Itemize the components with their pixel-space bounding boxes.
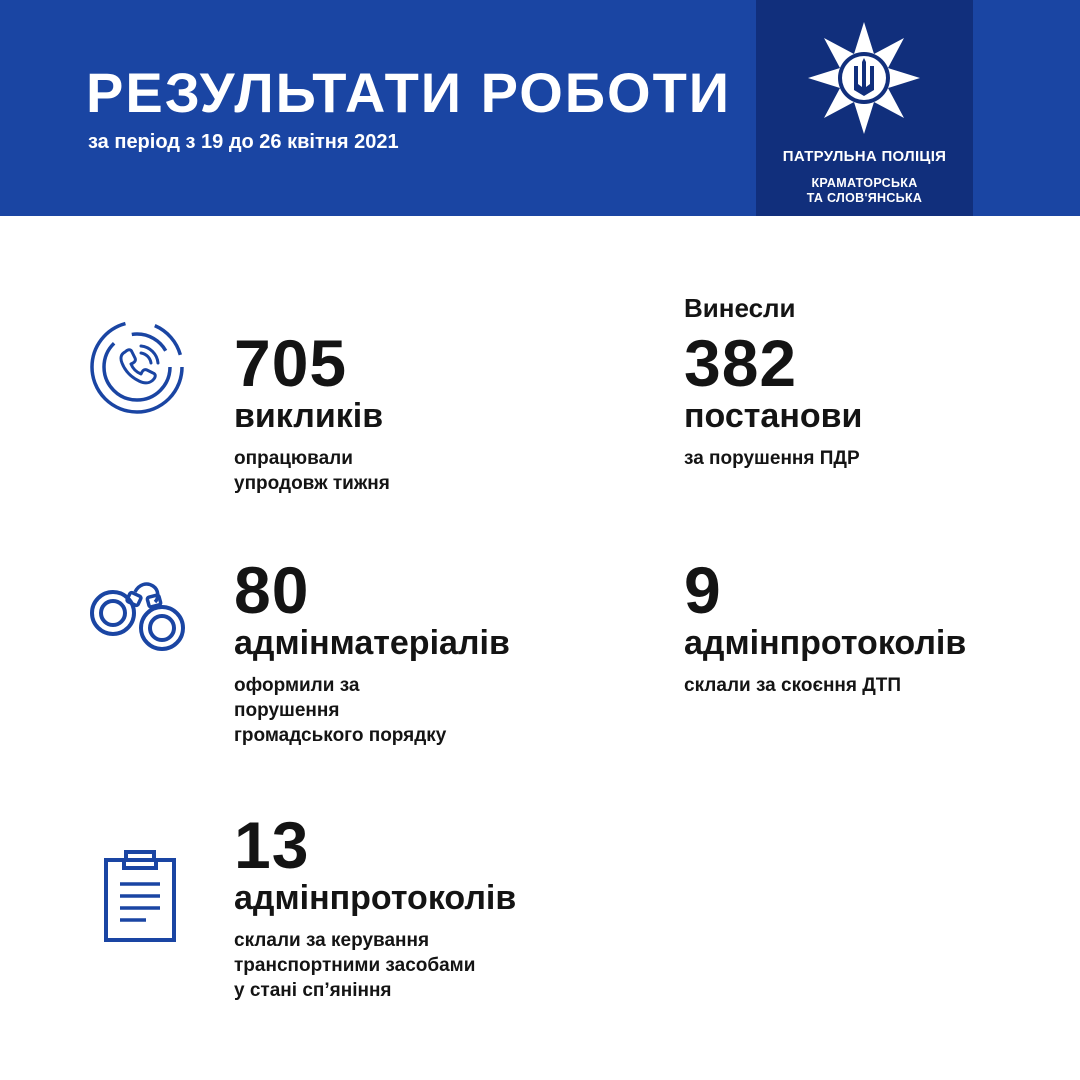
stat-dtp-protocols-unit: адмінпротоколів <box>684 624 967 662</box>
stat-drunk-protocols-desc-line-3: у стані сп’яніння <box>234 980 392 1001</box>
stat-admin-materials-number: 80 <box>234 553 310 627</box>
stat-admin-materials-unit: адмінматеріалів <box>234 624 510 662</box>
stat-resolutions-number: 382 <box>684 326 798 400</box>
stat-resolutions <box>684 293 862 471</box>
stat-calls-desc-line-1: опрацювали <box>234 448 353 469</box>
phone-icon <box>88 318 186 416</box>
stat-admin-materials-desc-line-2: порушення <box>234 700 340 721</box>
page-title: РЕЗУЛЬТАТИ РОБОТИ <box>86 61 732 124</box>
stat-dtp-protocols <box>684 555 966 698</box>
stat-admin-materials-description <box>234 673 510 748</box>
stat-dtp-protocols-description <box>684 673 966 698</box>
stat-calls-description <box>234 446 390 496</box>
stat-resolutions-prefix: Винесли <box>684 293 796 323</box>
logo-subtitle <box>756 176 973 206</box>
stat-admin-materials-desc-line-1: оформили за <box>234 675 360 696</box>
handcuffs-icon <box>88 578 188 656</box>
stat-drunk-protocols-number: 13 <box>234 808 310 882</box>
period-subtitle: за період з 19 до 26 квітня 2021 <box>88 131 399 153</box>
stat-admin-materials-desc-line-3: громадського порядку <box>234 725 447 746</box>
stat-resolutions-unit: постанови <box>684 397 863 435</box>
stat-resolutions-description <box>684 446 862 471</box>
clipboard-icon <box>100 848 180 944</box>
stat-dtp-protocols-desc-line-1: склали за скоєння ДТП <box>684 675 902 696</box>
logo-subtitle-line-2: ТА СЛОВ'ЯНСЬКА <box>806 191 923 205</box>
stat-drunk-protocols-desc-line-1: склали за керування <box>234 930 430 951</box>
logo-subtitle-line-1: КРАМАТОРСЬКА <box>811 176 918 190</box>
police-star-emblem-icon <box>798 12 930 144</box>
stat-admin-materials <box>234 555 510 748</box>
stat-drunk-protocols-description <box>234 928 516 1003</box>
stat-drunk-protocols-desc-line-2: транспортними засобами <box>234 955 476 976</box>
stat-calls-number: 705 <box>234 326 348 400</box>
stat-calls <box>234 328 390 496</box>
stat-drunk-protocols <box>234 810 516 1003</box>
stat-dtp-protocols-number: 9 <box>684 553 722 627</box>
logo-title: ПАТРУЛЬНА ПОЛІЦІЯ <box>782 148 947 165</box>
header-banner <box>0 0 1080 216</box>
stat-calls-desc-line-2: упродовж тижня <box>234 473 390 494</box>
patrol-police-logo <box>756 0 973 216</box>
stat-resolutions-desc-line-1: за порушення ПДР <box>684 448 860 469</box>
stat-calls-unit: викликів <box>234 397 384 435</box>
stat-drunk-protocols-unit: адмінпротоколів <box>234 879 517 917</box>
